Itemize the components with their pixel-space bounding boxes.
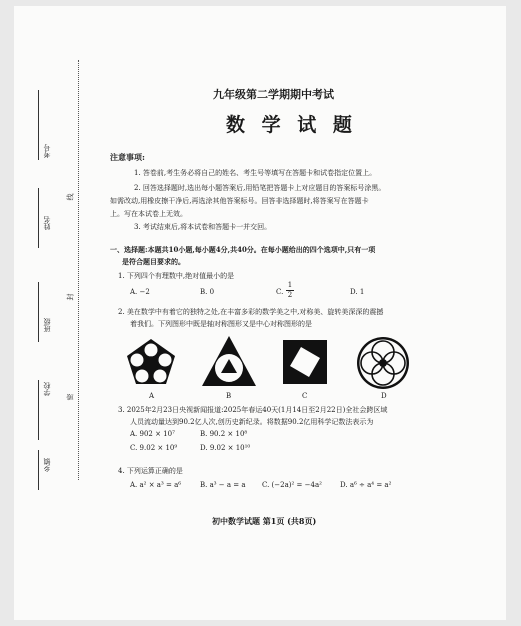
figure-a-pentagon [124, 336, 178, 390]
q1-option-d: D. 1 [350, 288, 365, 296]
notice-item-1: 1. 答卷前,考生务必将自己的姓名、考生号等填写在答题卡和试卷指定位置上。 [134, 169, 377, 177]
field-line-name [38, 188, 39, 248]
q3-option-b: B. 90.2 × 10⁸ [200, 430, 248, 438]
field-label-id: 考号 [43, 144, 51, 158]
field-label-class: 班级 [43, 318, 51, 332]
q4-option-b: B. a³ − a = a [200, 481, 246, 489]
cut-char-secret: 密 [66, 393, 75, 401]
notice-item-2: 2. 回答选择题时,选出每小题答案后,用铅笔把答题卡上对应题目的答案标号涂黑。 [134, 184, 386, 192]
q1-frac-num: 1 [287, 281, 293, 289]
figure-a-label: A [149, 392, 155, 400]
subject-title: 数 学 试 题 [226, 114, 357, 136]
notice-heading: 注意事项: [110, 152, 145, 162]
figure-d-label: D [381, 392, 387, 400]
q1-frac-den: 2 [287, 291, 293, 299]
q4-stem: 4. 下列运算正确的是 [118, 467, 183, 475]
notice-item-2-cont: 如需改动,用橡皮擦干净后,再选涂其他答案标号。回答非选择题时,将答案写在答题卡 [110, 197, 369, 205]
field-label-name: 姓名 [43, 216, 51, 230]
figure-b-triangle [200, 334, 258, 390]
q1-option-c: C. [276, 288, 284, 296]
q2-line1: 2. 美在数学中有着它的独特之处,在丰富多彩的数学美之中,对称美、旋转美深深的震撼 [118, 308, 384, 316]
binding-dotted-line [78, 60, 79, 480]
q4-option-c: C. (−2a)² = −4a² [262, 481, 322, 489]
cut-char-seal: 封 [66, 293, 75, 301]
field-line-class [38, 282, 39, 342]
field-line-id [38, 90, 39, 160]
notice-item-2-end: 上。写在本试卷上无效。 [110, 210, 187, 218]
q3-line1: 3. 2025年2月23日央视新闻报道:2025年春运40天(1月14日至2月22日)全社会跨区域 [118, 406, 388, 414]
q3-option-c: C. 9.02 × 10⁹ [130, 444, 178, 452]
q4-option-d: D. a⁶ ÷ a⁴ = a² [340, 481, 392, 489]
figure-c-square [281, 338, 329, 386]
notice-item-3: 3. 考试结束后,将本试卷和答题卡一并交回。 [134, 223, 272, 231]
q1-option-b: B. 0 [200, 288, 215, 296]
field-label-school: 学校 [43, 382, 51, 396]
section1-heading-cont: 是符合题目要求的。 [122, 257, 185, 266]
q3-line2: 人员流动量达到90.2亿人次,创历史新纪录。将数据90.2亿用科学记数法表示为 [130, 418, 374, 426]
q1-stem: 1. 下列四个有理数中,绝对值最小的是 [118, 272, 235, 280]
figure-b-label: B [226, 392, 232, 400]
figure-c-label: C [302, 392, 308, 400]
q3-option-a: A. 902 × 10⁷ [130, 430, 175, 438]
field-label-town: 乡镇 [43, 458, 51, 472]
figure-d-circle [355, 335, 411, 391]
q2-line2: 着我们。下列图形中既是轴对称图形又是中心对称图形的是 [130, 320, 312, 328]
field-line-town [38, 450, 39, 490]
page-footer: 初中数学试题 第1页 (共8页) [212, 516, 317, 526]
exam-title: 九年级第二学期期中考试 [213, 88, 334, 101]
q1-option-a: A. −2 [130, 288, 150, 296]
q4-option-a: A. a² × a³ = a⁶ [130, 481, 182, 489]
field-line-school [38, 380, 39, 440]
q3-option-d: D. 9.02 × 10¹⁰ [200, 444, 251, 452]
section1-heading: 一、选择题:本题共10小题,每小题4分,共40分。在每小题给出的四个选项中,只有一项 [110, 245, 376, 254]
cut-char-line: 线 [66, 193, 75, 201]
